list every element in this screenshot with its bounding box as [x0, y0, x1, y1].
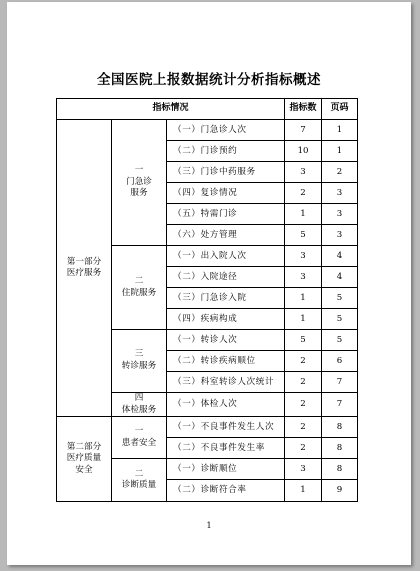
indicator-page: 1 [322, 141, 358, 162]
part-label: 第二部分 医疗质量 安全 [57, 417, 112, 502]
header-page: 页码 [322, 99, 358, 120]
indicator-item: （一）体检人次 [167, 393, 285, 417]
group-label: 一 门急诊 服务 [112, 120, 167, 246]
indicator-count: 2 [285, 393, 322, 417]
indicator-page: 3 [322, 225, 358, 246]
indicator-item: （一）出入院人次 [167, 246, 285, 267]
indicator-count: 7 [285, 120, 322, 141]
indicator-item: （二）入院途径 [167, 267, 285, 288]
indicator-page: 6 [322, 351, 358, 372]
indicator-item: （一）诊断顺位 [167, 459, 285, 480]
table-row [57, 417, 358, 438]
indicator-count: 1 [285, 480, 322, 502]
indicator-count: 5 [285, 225, 322, 246]
indicator-count: 3 [285, 162, 322, 183]
group-label: 一 患者安全 [112, 417, 167, 459]
indicator-item: （六）处方管理 [167, 225, 285, 246]
indicator-item: （四）疾病构成 [167, 309, 285, 330]
indicator-item: （一）不良事件发生人次 [167, 417, 285, 438]
group-label: 二 诊断质量 [112, 459, 167, 502]
indicator-item: （三）门诊中药服务 [167, 162, 285, 183]
indicator-count: 5 [285, 330, 322, 351]
indicator-page: 4 [322, 267, 358, 288]
indicator-page: 1 [322, 120, 358, 141]
indicator-item: （四）复诊情况 [167, 183, 285, 204]
table-row [57, 120, 358, 141]
group-label: 三 转诊服务 [112, 330, 167, 393]
indicator-item: （一）门急诊人次 [167, 120, 285, 141]
header-count: 指标数 [285, 99, 322, 120]
table-header-row [57, 99, 358, 120]
indicator-count: 2 [285, 183, 322, 204]
indicator-page: 5 [322, 288, 358, 309]
indicator-count: 3 [285, 246, 322, 267]
indicator-page: 5 [322, 330, 358, 351]
group-label: 四 体检服务 [112, 393, 167, 417]
indicator-page: 7 [322, 393, 358, 417]
indicator-count: 2 [285, 351, 322, 372]
indicator-page: 5 [322, 309, 358, 330]
indicator-item: （一）转诊人次 [167, 330, 285, 351]
header-indicator: 指标情况 [57, 99, 285, 120]
indicator-item: （二）诊断符合率 [167, 480, 285, 502]
indicator-count: 1 [285, 204, 322, 225]
indicator-item: （三）科室转诊人次统计 [167, 372, 285, 393]
indicator-item: （二）门诊预约 [167, 141, 285, 162]
indicator-count: 2 [285, 438, 322, 459]
document-page [7, 2, 411, 565]
indicator-item: （五）特需门诊 [167, 204, 285, 225]
indicator-page: 3 [322, 204, 358, 225]
indicator-page: 3 [322, 183, 358, 204]
indicator-page: 9 [322, 480, 358, 502]
indicator-page: 8 [322, 417, 358, 438]
indicator-count: 3 [285, 459, 322, 480]
indicator-page: 8 [322, 459, 358, 480]
page-number: 1 [206, 521, 212, 530]
indicator-page: 8 [322, 438, 358, 459]
group-label: 二 住院服务 [112, 246, 167, 330]
indicator-page: 2 [322, 162, 358, 183]
indicator-count: 1 [285, 288, 322, 309]
indicator-count: 2 [285, 417, 322, 438]
indicator-count: 10 [285, 141, 322, 162]
indicator-page: 4 [322, 246, 358, 267]
indicator-item: （二）不良事件发生率 [167, 438, 285, 459]
indicator-item: （三）门急诊入院 [167, 288, 285, 309]
indicator-page: 7 [322, 372, 358, 393]
indicator-count: 3 [285, 267, 322, 288]
document-title: 全国医院上报数据统计分析指标概述 [97, 72, 321, 88]
indicator-table [56, 98, 358, 502]
part-label: 第一部分 医疗服务 [57, 120, 112, 417]
indicator-item: （二）转诊疾病顺位 [167, 351, 285, 372]
indicator-count: 1 [285, 309, 322, 330]
indicator-count: 2 [285, 372, 322, 393]
table-body [57, 120, 358, 502]
